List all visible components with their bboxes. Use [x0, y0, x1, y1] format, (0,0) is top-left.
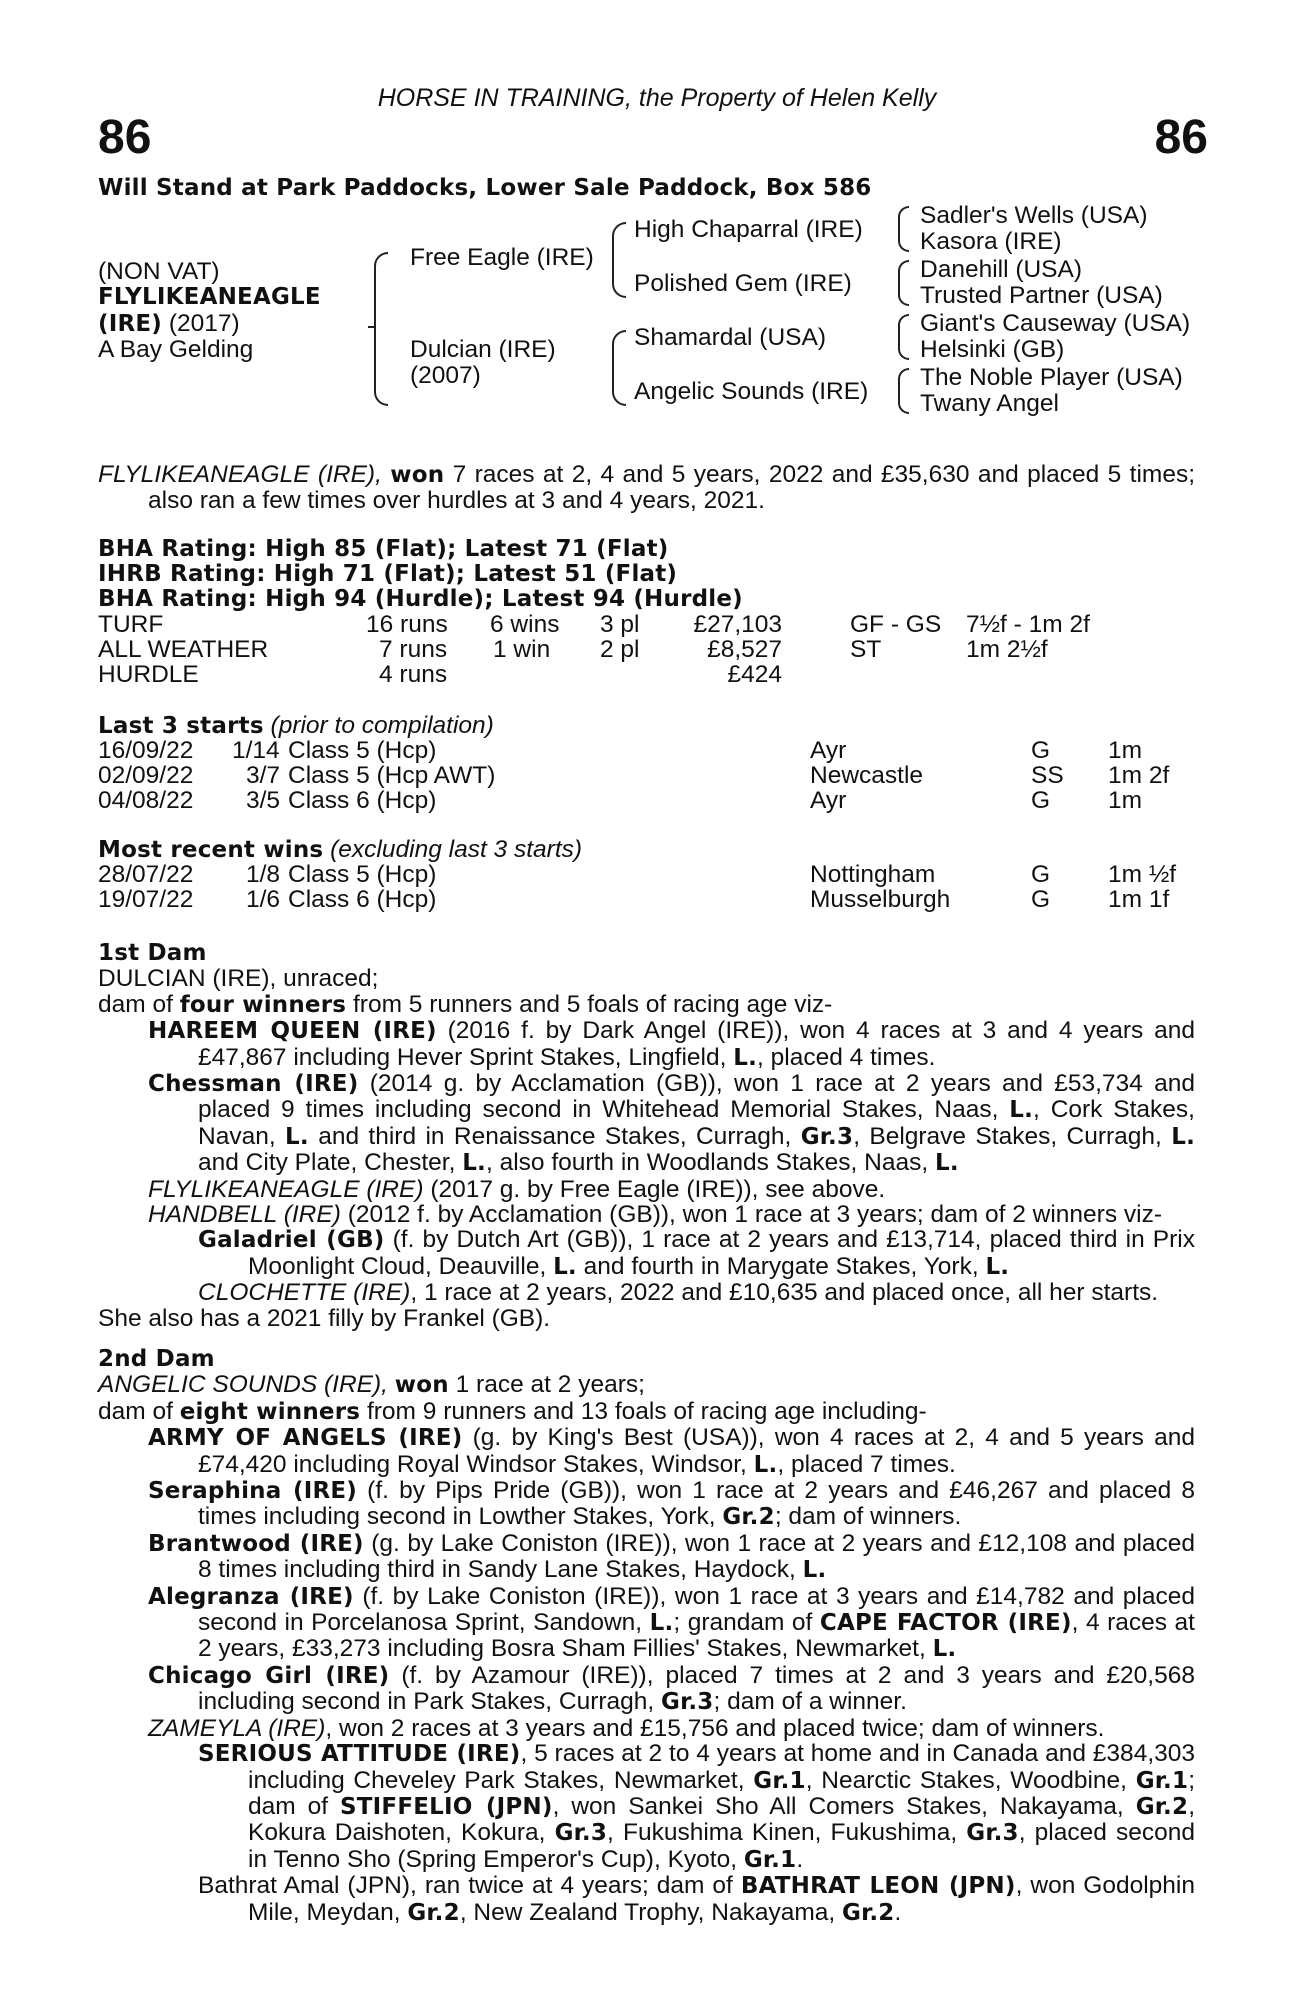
grade: Gr.1 — [1135, 1767, 1189, 1794]
grade: L. — [934, 1150, 959, 1177]
record-surface: TURF — [98, 611, 164, 638]
progeny-name: ZAMEYLA (IRE) — [148, 1714, 326, 1742]
grade: L. — [753, 1451, 778, 1478]
text: (2016 f. by Dark Angel (IRE)), won 4 races at 3 and 4 years and £47,867 including Hever Sprint Stakes, Lingfield, — [198, 1017, 1195, 1071]
text: 1 race at 2 years; — [455, 1371, 645, 1399]
progeny-bathrat-amal: Bathrat Amal (JPN), ran twice at 4 years; dam of BATHRAT LEON (JPN), won Godolphin Mile, Meydan, Gr.2, New Zealand Trophy, Nakayama, Gr.2. — [198, 1872, 1195, 1926]
text: (g. by King's Best (USA)), won 4 races at 2, 4 and 5 years and £74,420 including Royal Windsor Stakes, Windsor, — [198, 1424, 1195, 1478]
summary-horse-name: FLYLIKEANEAGLE (IRE), — [98, 461, 382, 488]
progeny-name: Galadriel (GB) — [198, 1227, 385, 1254]
text: , Nearctic Stakes, Woodbine, — [805, 1766, 1127, 1794]
start-going: G — [1031, 787, 1051, 814]
horse-description: A Bay Gelding — [98, 336, 254, 363]
first-dam-heading: 1st Dam — [98, 940, 207, 966]
page-title: HORSE IN TRAINING, the Property of Helen Kelly — [377, 84, 937, 112]
win-course: Musselburgh — [810, 886, 951, 913]
bold-text: eight winners — [179, 1398, 361, 1425]
pedigree-ggp-2: Kasora (IRE) — [920, 228, 1062, 255]
pedigree-brace-g4 — [898, 368, 909, 414]
second-dam-heading: 2nd Dam — [98, 1346, 215, 1372]
pedigree-ggp-8: Twany Angel — [920, 390, 1059, 417]
win-date: 19/07/22 — [98, 886, 194, 913]
recent-win-row — [98, 886, 1198, 912]
last3-title: Last 3 starts — [98, 713, 264, 739]
start-distance: 1m 2f — [1108, 762, 1170, 789]
grade: Gr.3 — [800, 1123, 854, 1150]
text: , Belgrave Stakes, Curragh, — [853, 1122, 1162, 1150]
pedigree-dam-year: (2007) — [410, 362, 481, 389]
progeny-handbell — [98, 1202, 1195, 1227]
record-going: GF - GS — [850, 611, 942, 638]
last3-row — [98, 787, 1198, 813]
grade: Gr.2 — [722, 1504, 775, 1531]
progeny-name: STIFFELIO (JPN) — [340, 1793, 553, 1820]
win-distance: 1m ½f — [1108, 861, 1177, 888]
last3-row — [98, 762, 1198, 788]
progeny-name: Brantwood (IRE) — [148, 1530, 364, 1557]
progeny-hareem — [98, 1018, 1195, 1071]
record-distance: 7½f - 1m 2f — [966, 611, 1090, 638]
pedigree-ggp-4: Trusted Partner (USA) — [920, 282, 1163, 309]
text: (g. by Lake Coniston (IRE)), won 1 race at 2 years and £12,108 and placed 8 times including third in Sandy Lane Stakes, Haydock, — [198, 1529, 1196, 1584]
pedigree-brace-sire — [612, 222, 626, 298]
grade: Gr.3 — [966, 1820, 1019, 1847]
progeny-name: HAREEM QUEEN (IRE) — [148, 1018, 437, 1045]
summary-won: won — [390, 462, 445, 488]
pedigree-sire: Free Eagle (IRE) — [410, 244, 594, 271]
text: (f. by Dutch Art (GB)), 1 race at 2 years and £13,714, placed third in Prix Moonlight Cloud, Deauville, — [248, 1226, 1196, 1280]
rating-line-1: BHA Rating: High 85 (Flat); Latest 71 (Flat) — [98, 536, 669, 562]
progeny-name: BATHRAT LEON (JPN) — [740, 1873, 1016, 1900]
start-distance: 1m — [1108, 787, 1143, 814]
record-prize: £424 — [727, 661, 782, 688]
win-distance: 1m 1f — [1108, 886, 1170, 913]
grade: Gr.3 — [661, 1689, 714, 1716]
win-class: Class 6 (Hcp) — [288, 886, 437, 913]
text: dam of — [98, 1397, 173, 1425]
record-surface: ALL WEATHER — [98, 636, 269, 663]
text: (2012 f. by Acclamation (GB)), won 1 race at 3 years; dam of 2 winners viz- — [347, 1201, 1162, 1229]
text: (2017 g. by Free Eagle (IRE)), see above. — [430, 1175, 886, 1203]
second-dam-section — [98, 1346, 1195, 1926]
horse-country: (IRE) — [98, 311, 163, 337]
recent-win-row — [98, 861, 1198, 887]
horse-name: FLYLIKEANEAGLE — [98, 284, 321, 310]
start-position: 3/5 — [246, 787, 281, 814]
pedigree-ggp-3: Danehill (USA) — [920, 256, 1083, 283]
grade: Gr.3 — [554, 1820, 608, 1847]
text: ; dam of winners. — [774, 1503, 962, 1531]
win-going: G — [1031, 861, 1051, 888]
win-date: 28/07/22 — [98, 861, 194, 888]
pedigree-brace-g2 — [898, 260, 909, 306]
grade: L. — [1009, 1097, 1034, 1124]
progeny-brantwood — [98, 1531, 1195, 1584]
text: , New Zealand Trophy, Nakayama, — [459, 1898, 836, 1926]
progeny-name: Chicago Girl (IRE) — [148, 1662, 390, 1689]
grade: L. — [553, 1253, 577, 1280]
pedigree-ggp-1: Sadler's Wells (USA) — [920, 202, 1148, 229]
pedigree-brace-main — [374, 252, 388, 406]
summary-text-2: times; also ran a few times over hurdles at 3 and 4 years, 2021. — [148, 461, 1196, 515]
recent-wins-note: (excluding last 3 starts) — [330, 836, 583, 863]
start-class: Class 6 (Hcp) — [288, 787, 437, 814]
record-prize: £27,103 — [693, 611, 782, 638]
record-distance: 1m 2½f — [966, 636, 1048, 663]
horse-year: (2017) — [168, 310, 240, 337]
bold-text: won — [394, 1372, 449, 1399]
pedigree-ggp-6: Helsinki (GB) — [920, 336, 1065, 363]
recent-wins-title: Most recent wins — [98, 837, 324, 863]
text: dam of — [98, 990, 173, 1018]
record-runs: 16 runs — [366, 611, 448, 638]
start-course: Newcastle — [810, 762, 924, 789]
pedigree-brace-main-point — [368, 326, 376, 328]
start-course: Ayr — [810, 737, 847, 764]
pedigree-dam: Dulcian (IRE) — [410, 336, 556, 363]
grade: Gr.2 — [842, 1899, 895, 1926]
text: , placed 4 times. — [757, 1043, 936, 1071]
grade: L. — [285, 1123, 309, 1150]
progeny-seraphina — [98, 1478, 1195, 1531]
pedigree-brace-g3 — [898, 314, 909, 360]
text: (f. by Lake Coniston (IRE)), won 1 race at 3 years and £14,782 and placed second in Porcelanosa Sprint, Sandown, — [198, 1582, 1196, 1637]
progeny-army — [98, 1425, 1195, 1478]
record-row — [98, 636, 1198, 662]
record-wins: 6 wins — [490, 611, 560, 638]
lot-number-right: 86 — [1154, 111, 1208, 164]
grade: Gr.1 — [753, 1767, 806, 1794]
text: , placed second in Tenno Sho (Spring Emperor's Cup), Kyoto, — [248, 1819, 1195, 1873]
start-class: Class 5 (Hcp) — [288, 737, 437, 764]
race-summary — [98, 462, 1195, 514]
pedigree-sire-dam: Polished Gem (IRE) — [634, 270, 852, 297]
start-date: 04/08/22 — [98, 787, 194, 814]
progeny-galadriel — [98, 1227, 1195, 1280]
grade: L. — [1171, 1123, 1196, 1150]
text: from 9 runners and 13 foals of racing age including- — [366, 1397, 927, 1425]
text: from 5 runners and 5 foals of racing age viz- — [352, 990, 833, 1018]
first-dam-section — [98, 940, 1195, 1331]
grade: L. — [462, 1150, 486, 1177]
text: (f. by Azamour (IRE)), placed 7 times at 2 and 3 years and £20,568 including second in Park Stakes, Curragh, — [198, 1661, 1195, 1716]
record-going: ST — [850, 636, 882, 663]
text: (f. by Pips Pride (GB)), won 1 race at 2 years and £46,267 and placed 8 times including second in Lowther Stakes, York, — [198, 1477, 1196, 1531]
start-date: 16/09/22 — [98, 737, 194, 764]
pedigree-dam-sire: Shamardal (USA) — [634, 324, 826, 351]
progeny-serious-attitude: SERIOUS ATTITUDE (IRE), 5 races at 2 to 4 years at home and in Canada and £384,303 including Cheveley Park Stakes, Newmarket, Gr.1, Nearctic Stakes, Woodbine, Gr.1; dam of STIFFELIO (JPN), won Sankei Sho All Comers Stakes, Nakayama, Gr.2, Kokura Daishoten, Kokura, Gr.3, Fukushima Kinen, Fukushima, Gr.3, placed second in Tenno Sho (Spring Emperor's Cup), Kyoto, Gr.1. — [198, 1740, 1196, 1873]
progeny-zameyla — [98, 1716, 1195, 1741]
first-dam-closing: She also has a 2021 filly by Frankel (GB). — [98, 1304, 551, 1332]
lot-number-left: 86 — [98, 111, 152, 164]
text: , also fourth in Woodlands Stakes, Naas, — [486, 1149, 929, 1177]
text: , 4 races at 2 years, £33,273 including Bosra Sham Fillies' Stakes, Newmarket, — [198, 1609, 1195, 1663]
record-runs: 7 runs — [379, 636, 448, 663]
pedigree-dam-dam: Angelic Sounds (IRE) — [634, 378, 869, 405]
start-class: Class 5 (Hcp AWT) — [288, 762, 496, 789]
grade: Gr.2 — [1135, 1793, 1189, 1820]
location-line: Will Stand at Park Paddocks, Lower Sale Paddock, Box 586 — [98, 175, 872, 201]
pedigree-ggp-5: Giant's Causeway (USA) — [920, 310, 1191, 337]
start-going: G — [1031, 737, 1051, 764]
rating-line-2: IHRB Rating: High 71 (Flat); Latest 51 (Flat) — [98, 561, 678, 587]
start-position: 3/7 — [246, 762, 281, 789]
progeny-name: Alegranza (IRE) — [148, 1583, 354, 1610]
progeny-name: FLYLIKEANEAGLE (IRE) — [148, 1175, 424, 1203]
progeny-chessman — [98, 1071, 1195, 1177]
text: (2014 g. by Acclamation (GB)), won 1 race at 2 years and £53,734 and placed 9 times including second in Whitehead Memorial Stakes, Naas, — [198, 1070, 1195, 1124]
record-placed: 2 pl — [600, 636, 640, 663]
record-runs: 4 runs — [379, 661, 448, 688]
last3-heading — [98, 712, 494, 740]
progeny-flylikeaneagle — [98, 1177, 1195, 1202]
horse-country-year — [98, 310, 240, 338]
start-going: SS — [1031, 762, 1064, 789]
vat-status: (NON VAT) — [98, 258, 220, 285]
last3-note: (prior to compilation) — [270, 712, 494, 739]
progeny-name: CLOCHETTE (IRE) — [198, 1279, 411, 1307]
bold-text: four winners — [179, 991, 347, 1018]
grade: Gr.2 — [407, 1899, 460, 1926]
text: Bathrat Amal (JPN), ran twice at 4 years; dam of — [198, 1872, 733, 1900]
grade: L. — [802, 1557, 827, 1584]
text: , won 2 races at 3 years and £15,756 and placed twice; dam of winners. — [325, 1714, 1105, 1742]
win-class: Class 5 (Hcp) — [288, 861, 437, 888]
text: and third in Renaissance Stakes, Curragh, — [318, 1122, 792, 1150]
pedigree-sire-sire: High Chaparral (IRE) — [634, 216, 863, 243]
progeny-name: SERIOUS ATTITUDE (IRE) — [198, 1741, 521, 1768]
grade: L. — [733, 1044, 758, 1071]
last3-row — [98, 737, 1198, 763]
grade: L. — [649, 1610, 674, 1637]
progeny-name: ARMY OF ANGELS (IRE) — [148, 1425, 463, 1452]
progeny-name: Chessman (IRE) — [148, 1071, 359, 1098]
progeny-name: HANDBELL (IRE) — [148, 1201, 341, 1229]
text: , 5 races at 2 to 4 years at home and in Canada and £384,303 including Cheveley Park Stakes, Newmarket, — [248, 1740, 1195, 1794]
text: , 1 race at 2 years, 2022 and £10,635 and placed once, all her starts. — [410, 1279, 1159, 1307]
record-placed: 3 pl — [600, 611, 640, 638]
text: , placed 7 times. — [777, 1450, 956, 1478]
win-going: G — [1031, 886, 1051, 913]
text: ; grandam of — [673, 1609, 813, 1637]
progeny-name: Seraphina (IRE) — [148, 1478, 358, 1505]
progeny-name: CAPE FACTOR (IRE) — [819, 1610, 1072, 1637]
record-prize: £8,527 — [707, 636, 782, 663]
start-position: 1/14 — [232, 737, 280, 764]
start-course: Ayr — [810, 787, 847, 814]
text: , Kokura Daishoten, Kokura, — [248, 1792, 1195, 1847]
recent-wins-heading — [98, 836, 582, 864]
rating-line-3: BHA Rating: High 94 (Hurdle); Latest 94 (Hurdle) — [98, 586, 743, 612]
second-dam-name: ANGELIC SOUNDS (IRE), — [98, 1371, 388, 1399]
record-wins: 1 win — [493, 636, 551, 663]
grade: L. — [932, 1636, 957, 1663]
pedigree-brace-g1 — [898, 206, 909, 252]
first-dam-line1: DULCIAN (IRE), unraced; — [98, 965, 379, 993]
second-dam-line1 — [98, 1372, 1195, 1398]
grade: Gr.1 — [743, 1846, 797, 1873]
summary-text-1: 7 races at 2, 4 and 5 years, 2022 and £35,630 and placed 5 — [452, 461, 1122, 488]
text: and fourth in Marygate Stakes, York, — [583, 1252, 979, 1280]
start-distance: 1m — [1108, 737, 1143, 764]
text: , Fukushima Kinen, Fukushima, — [607, 1819, 958, 1847]
text: , Cork Stakes, Navan, — [198, 1096, 1195, 1150]
grade: L. — [985, 1253, 1010, 1280]
pedigree-brace-dam — [612, 330, 626, 406]
second-dam-line2 — [98, 1399, 1195, 1425]
text: ; dam of — [248, 1766, 1196, 1820]
record-surface: HURDLE — [98, 661, 199, 688]
progeny-clochette — [98, 1280, 1195, 1305]
record-row — [98, 611, 1198, 637]
progeny-chicago-girl — [98, 1663, 1195, 1716]
text: , won Sankei Sho All Comers Stakes, Nakayama, — [552, 1792, 1124, 1820]
win-position: 1/8 — [246, 861, 281, 888]
progeny-alegranza — [98, 1584, 1195, 1663]
first-dam-line2 — [98, 992, 1195, 1018]
text: , won Godolphin Mile, Meydan, — [248, 1872, 1195, 1926]
text: ; dam of a winner. — [713, 1688, 907, 1716]
text: and City Plate, Chester, — [198, 1149, 456, 1177]
win-position: 1/6 — [246, 886, 281, 913]
start-date: 02/09/22 — [98, 762, 194, 789]
pedigree-ggp-7: The Noble Player (USA) — [920, 364, 1183, 391]
win-course: Nottingham — [810, 861, 936, 888]
record-row — [98, 661, 1198, 687]
